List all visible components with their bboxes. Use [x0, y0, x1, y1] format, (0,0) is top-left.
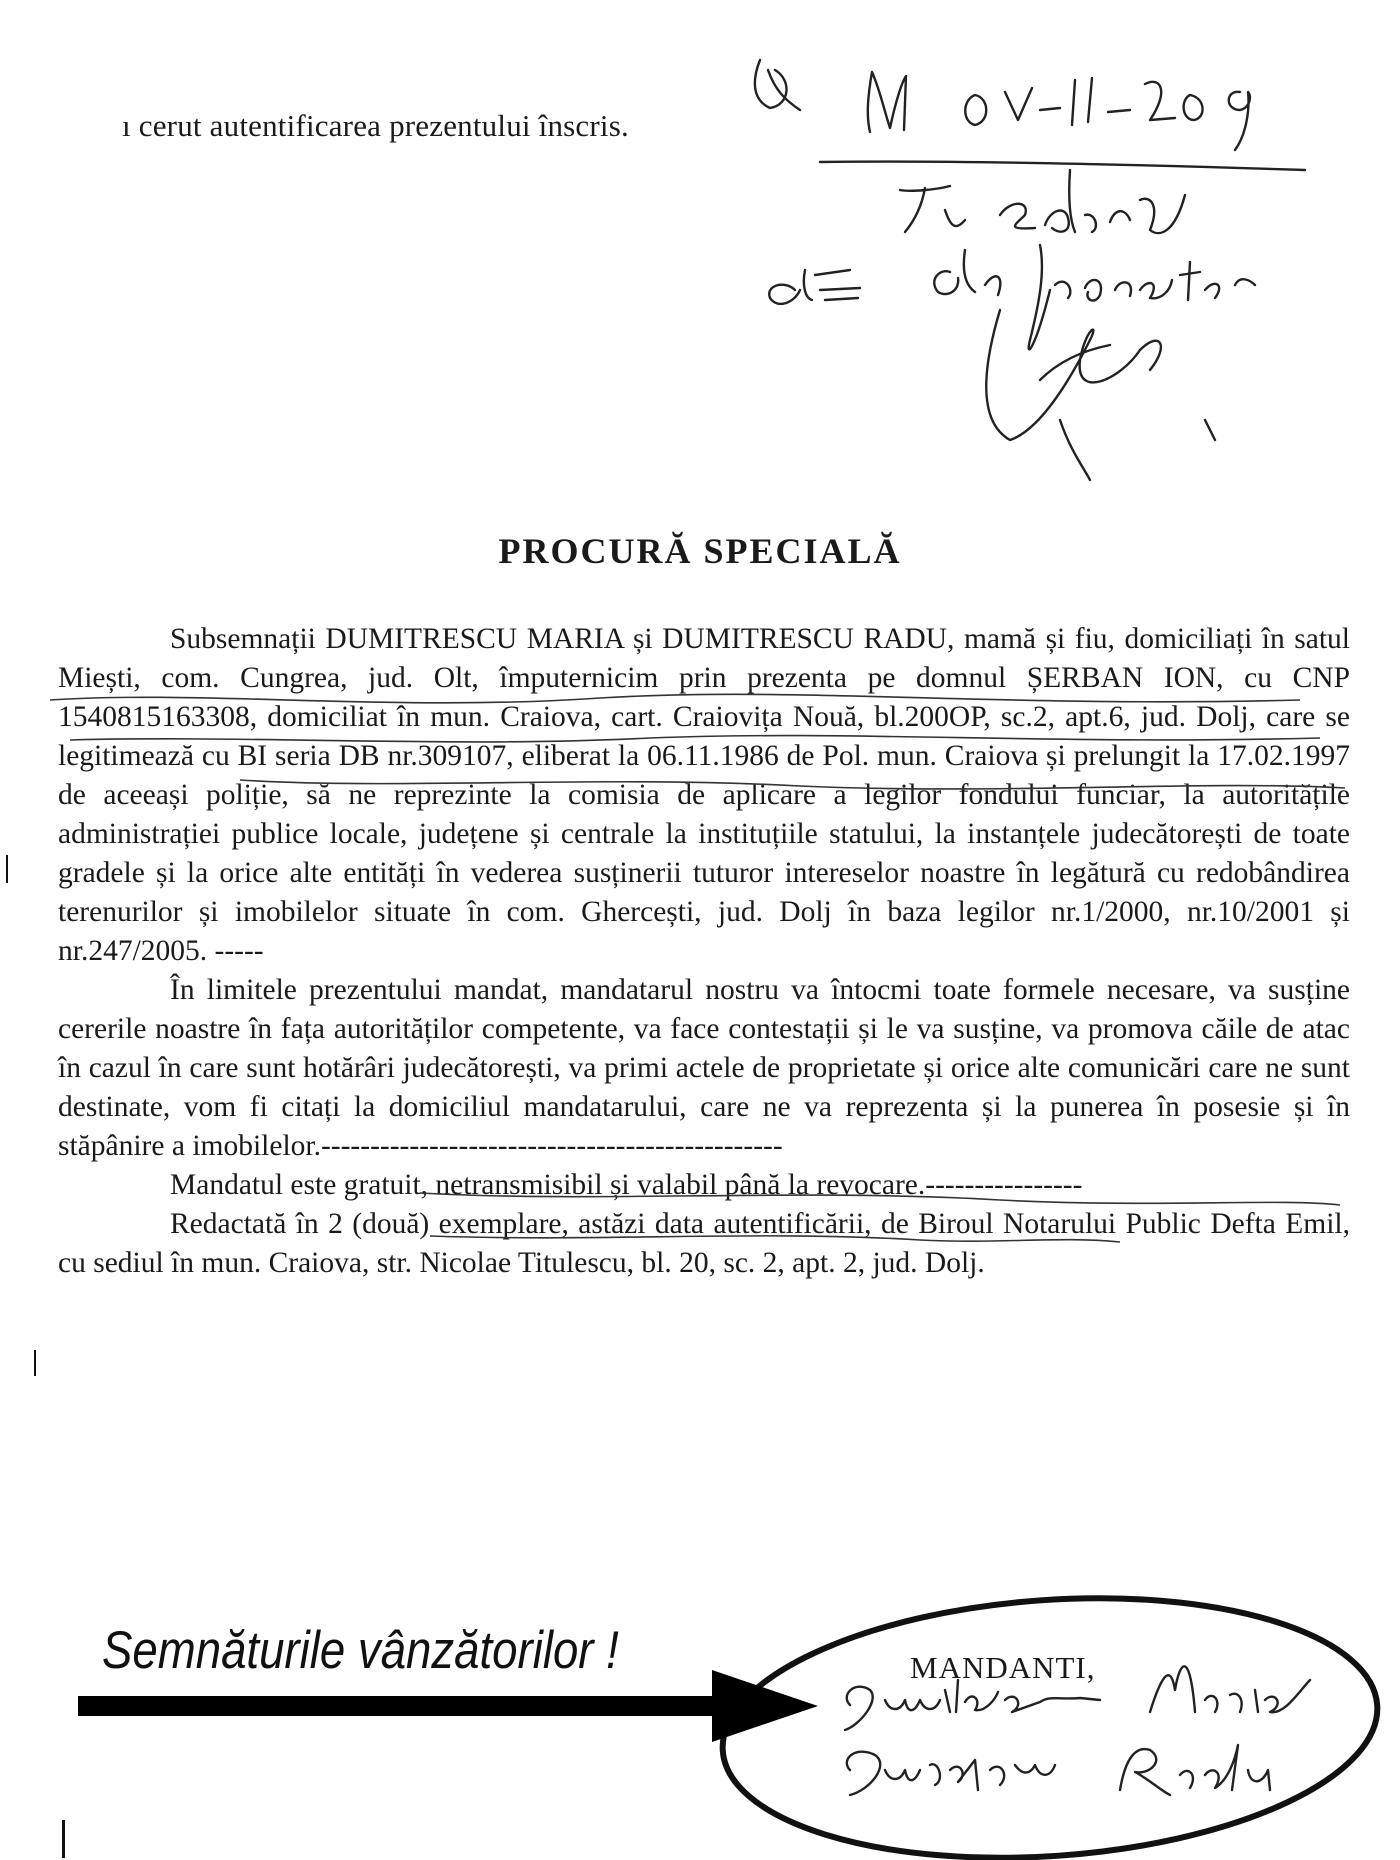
paragraph-mandate-scope: În limitele prezentului mandat, mandatarul nostru va întocmi toate formele necesare, va susține cererile noastre în fața autorităților competente, va face contestații și le va susține, va promova căile de atac în cazul în care sunt hotărâri judecătorești, va primi actele de proprietate și orice alte comunicări care ne sunt destinate, vom fi citați la domiciliul mandatarului, care ne va reprezenta și la punerea în posesie și în stăpânire a imobilelor.----------------------------------------------- — [58, 974, 1350, 1162]
mandanti-label: MANDANTI, — [910, 1650, 1096, 1685]
arrow-head — [712, 1670, 818, 1742]
margin-mark-left-bottom — [62, 1820, 65, 1858]
margin-mark-left-top — [6, 855, 8, 883]
margin-mark-left-mid — [34, 1350, 36, 1376]
paragraph-mandate-parties: Subsemnații DUMITRESCU MARIA și DUMITRESCU RADU, mamă și fiu, domiciliați în satul Miești, com. Cungrea, jud. Olt, împuternicim prin prezenta pe domnul ȘERBAN ION, cu CNP 1540815163308, domiciliat în mun. Craiova, cart. Craiovița Nouă, bl.200OP, sc.2, apt.6, jud. Dolj, care se legitimează cu BI seria DB nr.309107, eliberat la 06.11.1986 de Pol. mun. Craiova și prelungit la 17.02.1997 de aceeași poliție, să ne reprezinte la comisia de aplicare a legilor fondului funciar, la autoritățile administrației publice locale, județene și centrale la instituțiile statului, la instanțele judecătorești de toate gradele și la orice alte entități în vederea susținerii tuturor intereselor noastre în legătură cu redobândirea terenurilor și imobilelor situate în com. Ghercești, jud. Dolj în baza legilor nr.1/2000, nr.10/2001 și nr.247/2005. ----- — [58, 623, 1350, 967]
arrow-shaft — [78, 1696, 718, 1716]
document-title: PROCURĂ SPECIALĂ — [498, 531, 902, 571]
paragraph-mandate-terms: Mandatul este gratuit, netransmisibil și valabil până la revocare.---------------- — [170, 1169, 1083, 1201]
annotation-label: Semnăturile vânzătorilor ! — [102, 1621, 619, 1680]
header-continuation-text: ı cerut autentificarea prezentului înscris. — [122, 108, 629, 143]
paragraph-drafting-note: Redactată în 2 (două) exemplare, astăzi data autentificării, de Biroul Notarului Public Defta Emil, cu sediul în mun. Craiova, str. Nicolae Titulescu, bl. 20, sc. 2, apt. 2, jud. Dolj. — [58, 1208, 1350, 1279]
